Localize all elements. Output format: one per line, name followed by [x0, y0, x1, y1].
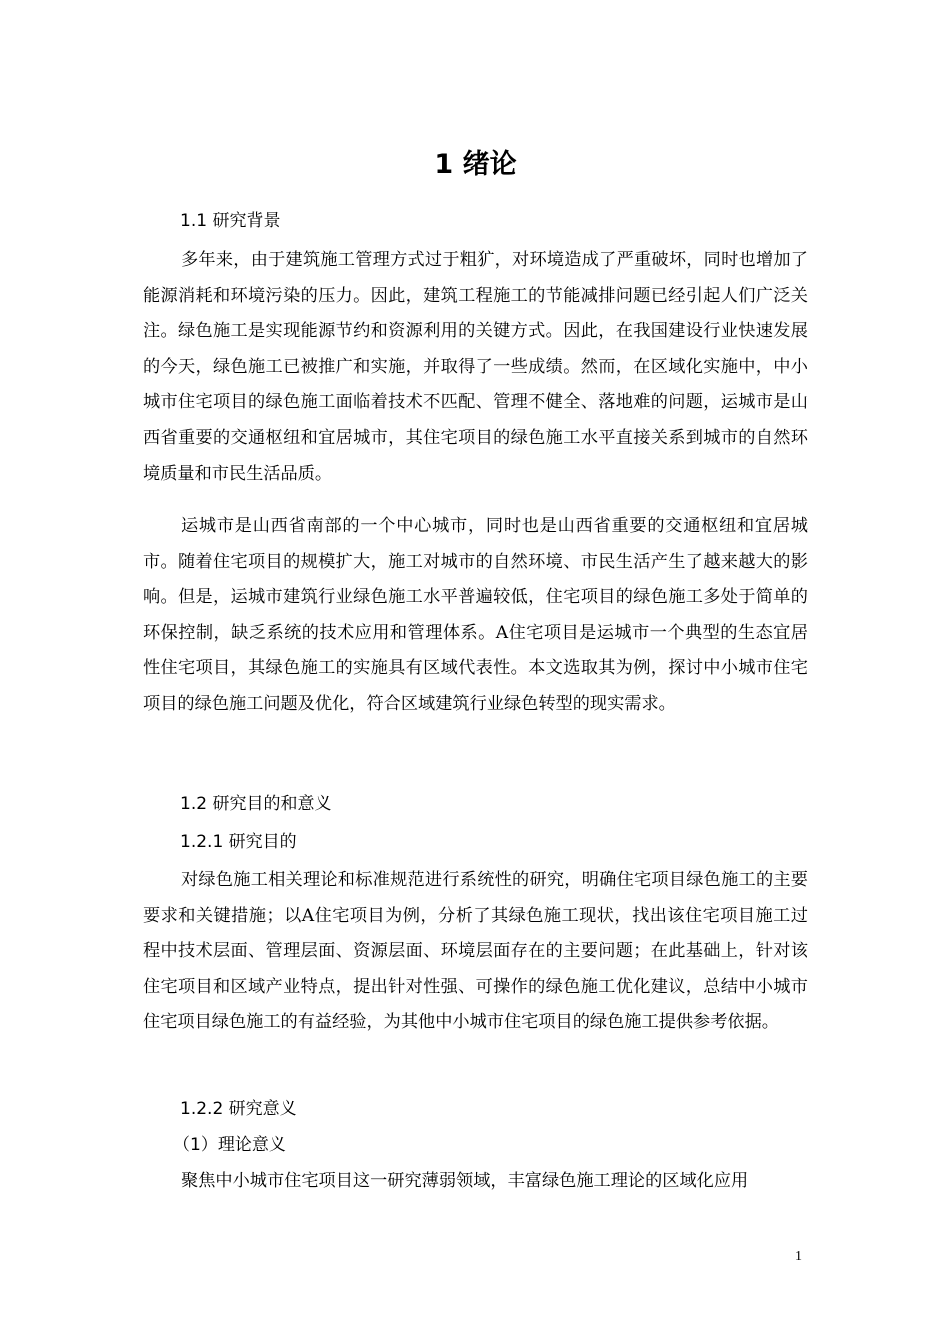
subsection-heading-research-significance: 1.2.2 研究意义 [180, 1099, 297, 1119]
section-heading-research-background: 1.1 研究背景 [180, 211, 281, 231]
page-number: 1 [795, 1249, 802, 1264]
paragraph-research-purpose: 对绿色施工相关理论和标准规范进行系统性的研究，明确住宅项目绿色施工的主要要求和关键措施；以A住宅项目为例，分析了其绿色施工现状，找出该住宅项目施工过程中技术层面、管理层面、资源层面、环境层面存在的主要问题；在此基础上，针对该住宅项目和区域产业特点，提出针对性强、可操作的绿色施工优化建议，总结中小城市住宅项目绿色施工的有益经验，为其他中小城市住宅项目的绿色施工提供参考依据。 [143, 870, 808, 1033]
section-heading-purpose-significance: 1.2 研究目的和意义 [180, 794, 332, 814]
paragraph-background-1: 多年来，由于建筑施工管理方式过于粗犷，对环境造成了严重破坏，同时也增加了能源消耗和环境污染的压力。因此，建筑工程施工的节能减排问题已经引起人们广泛关注。绿色施工是实现能源节约和资源利用的关键方式。因此，在我国建设行业快速发展的今天，绿色施工已被推广和实施，并取得了一些成绩。然而，在区域化实施中，中小城市住宅项目的绿色施工面临着技术不匹配、管理不健全、落地难的问题，运城市是山西省重要的交通枢纽和宜居城市，其住宅项目的绿色施工水平直接关系到城市的自然环境质量和市民生活品质。 [143, 250, 808, 484]
chapter-title: 1 绪论 [434, 149, 517, 180]
item-heading-theoretical-significance: （1）理论意义 [173, 1135, 286, 1155]
subsection-heading-research-purpose: 1.2.1 研究目的 [180, 832, 297, 852]
paragraph-background-2: 运城市是山西省南部的一个中心城市，同时也是山西省重要的交通枢纽和宜居城市。随着住宅项目的规模扩大，施工对城市的自然环境、市民生活产生了越来越大的影响。但是，运城市建筑行业绿色施工水平普遍较低，住宅项目的绿色施工多处于简单的环保控制，缺乏系统的技术应用和管理体系。A住宅项目是运城市一个典型的生态宜居性住宅项目，其绿色施工的实施具有区域代表性。本文选取其为例，探讨中小城市住宅项目的绿色施工问题及优化，符合区域建筑行业绿色转型的现实需求。 [143, 516, 808, 714]
paragraph-theoretical-significance: 聚焦中小城市住宅项目这一研究薄弱领域，丰富绿色施工理论的区域化应用 [181, 1171, 749, 1191]
